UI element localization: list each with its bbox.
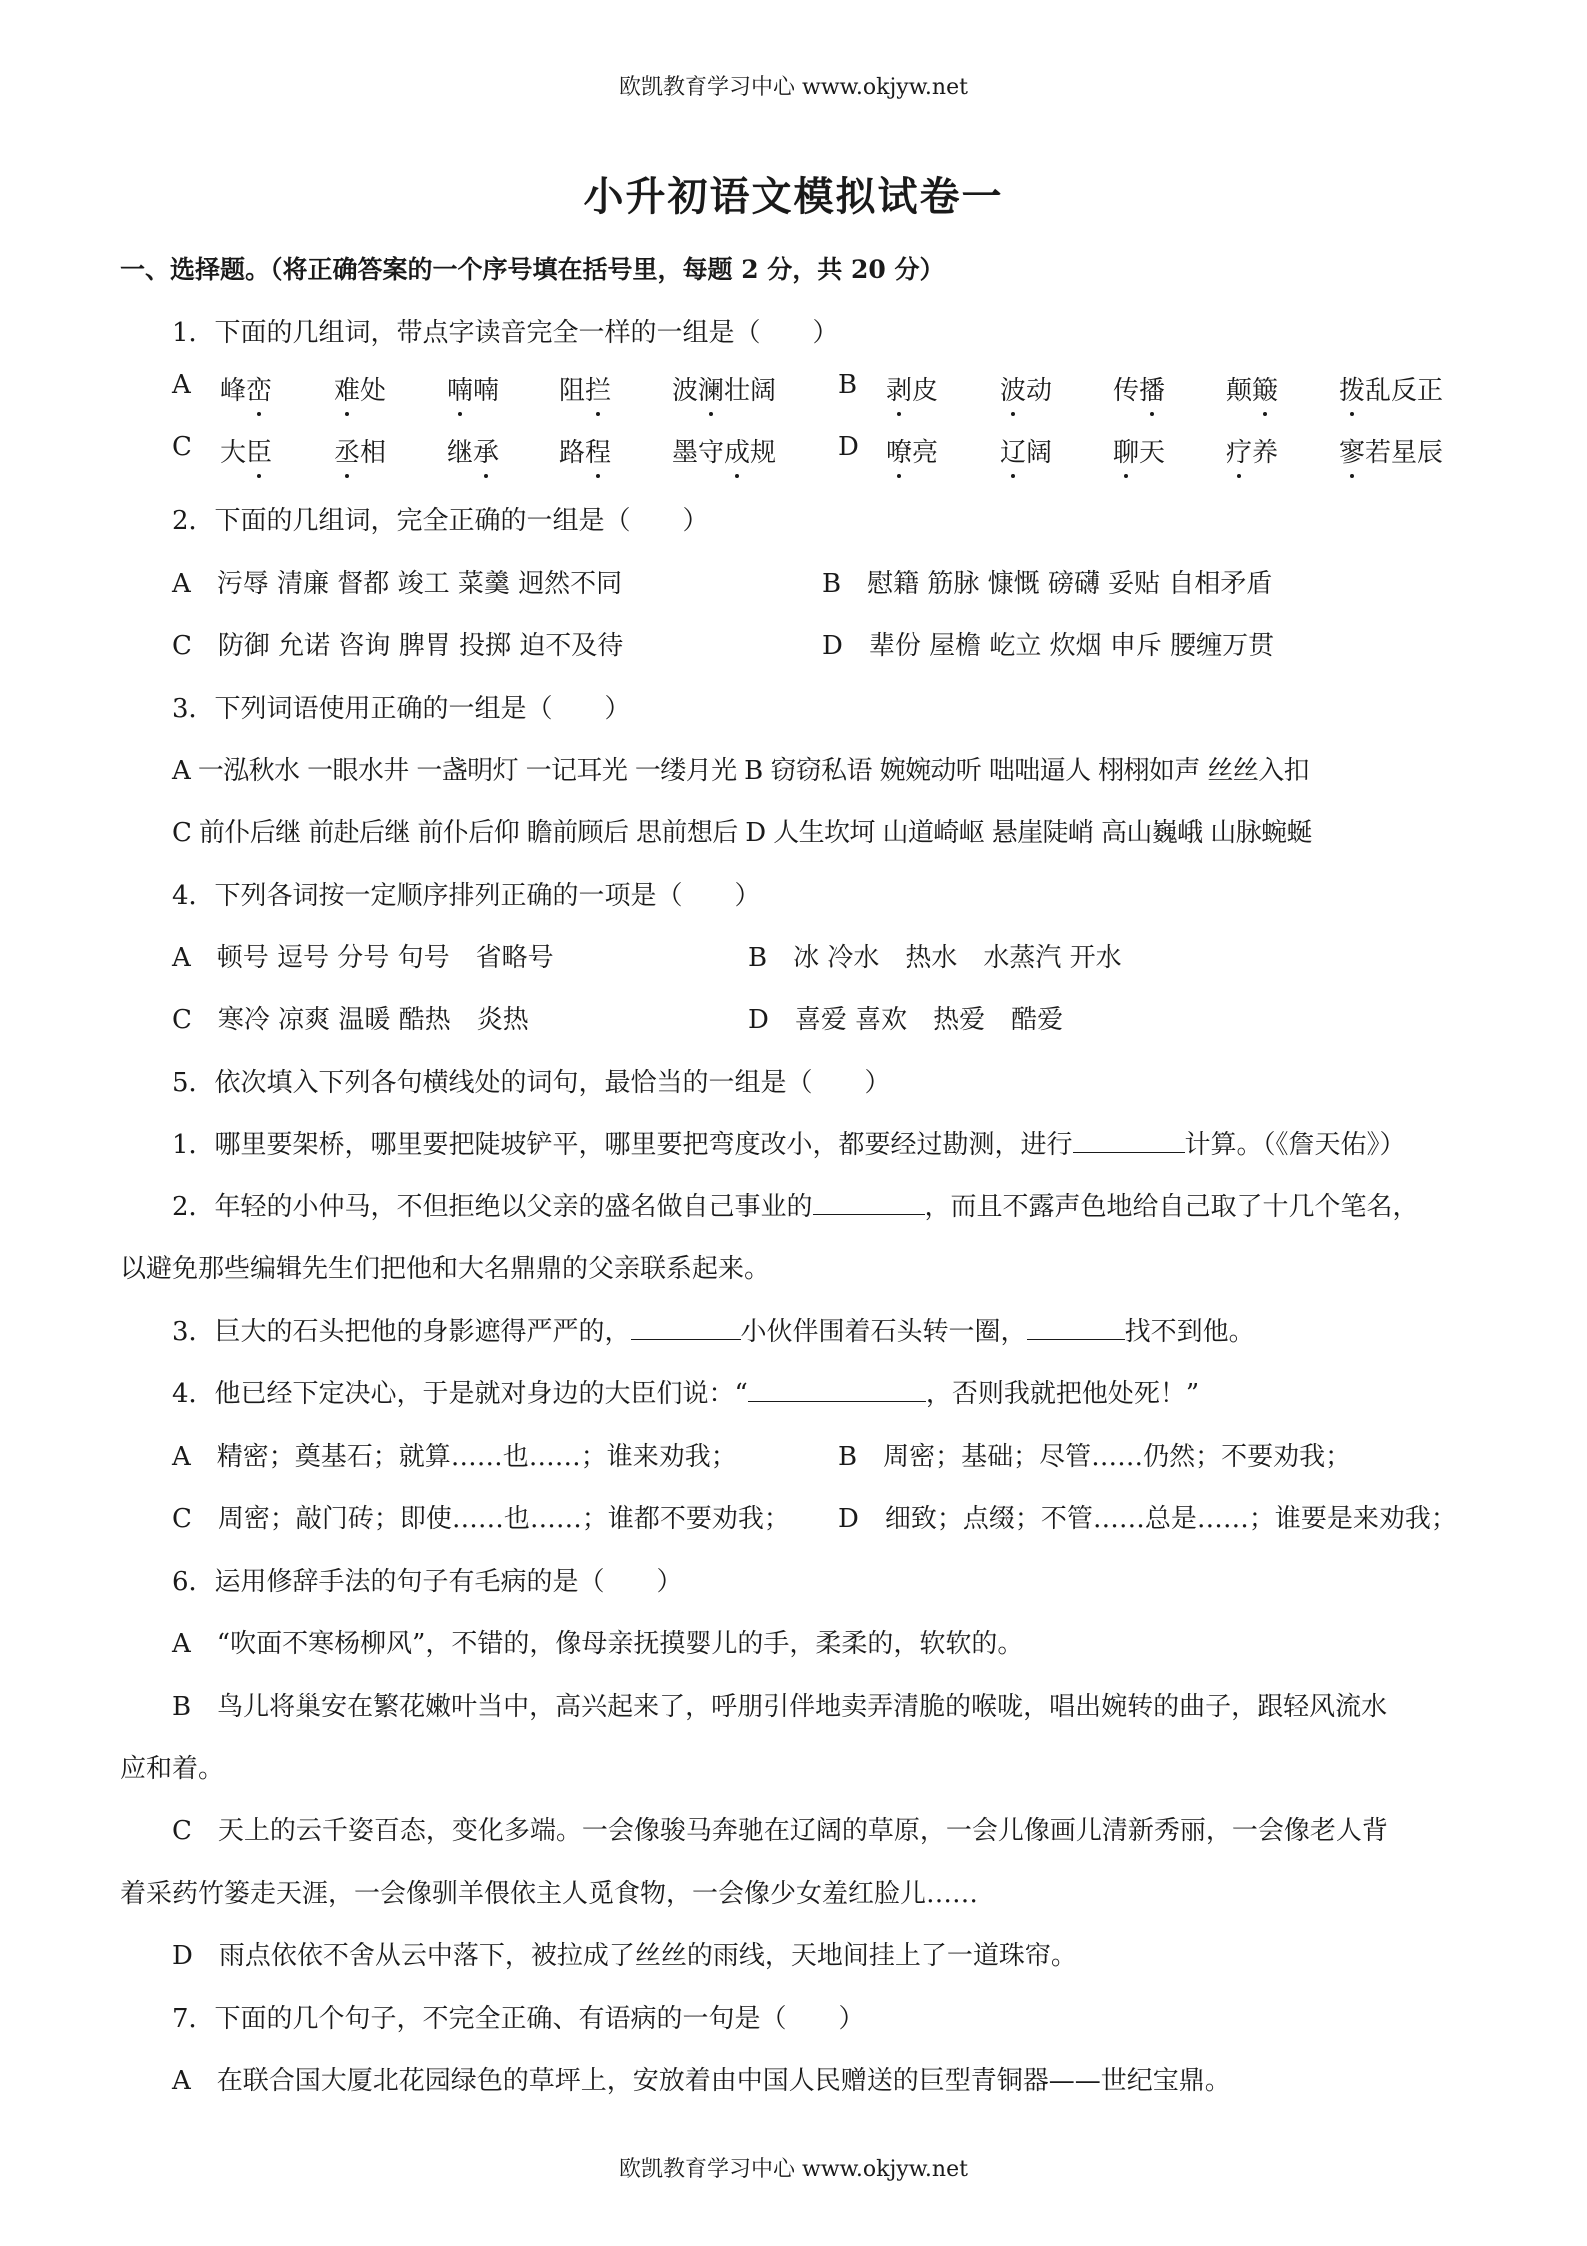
option-a: A 顿号 逗号 分号 句号 省略号 <box>172 943 554 973</box>
fill-blank <box>1027 1317 1125 1340</box>
sentence-text: 找不到他。 <box>1124 1317 1255 1347</box>
sentence-text: 2．年轻的小仲马，不但拒绝以父亲的盛名做自己事业的 <box>172 1192 813 1222</box>
word: 大臣 <box>220 438 273 468</box>
option-b-cont: 应和着。 <box>120 1754 225 1784</box>
option-c: C 天上的云千姿百态，变化多端。一会像骏马奔驰在辽阔的草原，一会儿像画儿清新秀丽，一会像老人背 <box>172 1816 1388 1846</box>
option-a: A 在联合国大厦北花园绿色的草坪上，安放着由中国人民赠送的巨型青铜器——世纪宝鼎。 <box>172 2066 1231 2096</box>
sentence-text: 3．巨大的石头把他的身影遮得严严的， <box>172 1317 631 1347</box>
option-c-cont: 着采药竹篓走天涯，一会像驯羊偎依主人觅食物，一会像少女羞红脸儿…… <box>120 1879 979 1909</box>
option-a: A “吹面不寒杨柳风”，不错的，像母亲抚摸婴儿的手，柔柔的，软软的。 <box>172 1629 1024 1659</box>
section-heading: 一、选择题。（将正确答案的一个序号填在括号里，每题 2 分，共 20 分） <box>120 255 945 284</box>
option-c: C 寒冷 凉爽 温暖 酷热 炎热 <box>172 1005 529 1035</box>
fill-blank <box>748 1379 926 1402</box>
question-5-sentence-1 <box>172 1124 1406 1161</box>
sentence-text: ，否则我就把他处死！” <box>925 1379 1200 1409</box>
exam-title: 小升初语文模拟试卷一 <box>583 173 1004 220</box>
question-7-stem: 7．下面的几个句子，不完全正确、有语病的一句是（ ） <box>172 2004 865 2034</box>
word: 嘹亮 <box>886 438 939 468</box>
word: 寥若星辰 <box>1339 438 1444 468</box>
word: 路程 <box>559 438 612 468</box>
option-letter: C <box>172 432 192 462</box>
option-letter: A <box>172 370 191 400</box>
fill-blank <box>813 1192 925 1215</box>
word: 峰峦 <box>220 376 273 406</box>
option-b: B 冰 冷水 热水 水蒸汽 开水 <box>748 943 1122 973</box>
word: 颠簸 <box>1226 376 1279 406</box>
word: 拨乱反正 <box>1339 376 1444 406</box>
question-5-sentence-2 <box>172 1186 1419 1223</box>
page-footer: 欧凯教育学习中心 www.okjyw.net <box>619 2157 968 2182</box>
word: 剥皮 <box>886 376 939 406</box>
option-c: C 防御 允诺 咨询 脾胃 投掷 迫不及待 <box>172 631 624 661</box>
question-5-sentence-4 <box>172 1373 1199 1410</box>
question-5-stem: 5．依次填入下列各句横线处的词句，最恰当的一组是（ ） <box>172 1068 891 1098</box>
question-5-sentence-2-cont: 以避免那些编辑先生们把他和大名鼎鼎的父亲联系起来。 <box>120 1254 771 1284</box>
question-3-stem: 3．下列词语使用正确的一组是（ ） <box>172 694 631 724</box>
word: 阻拦 <box>559 376 612 406</box>
option-b: B 鸟儿将巢安在繁花嫩叶当中，高兴起来了，呼朋引伴地卖弄清脆的喉咙，唱出婉转的曲子，跟轻风流水 <box>172 1692 1388 1722</box>
option-d: D 雨点依依不舍从云中落下，被拉成了丝丝的雨线，天地间挂上了一道珠帘。 <box>172 1941 1077 1971</box>
option-d: D 辈份 屋檐 屹立 炊烟 申斥 腰缠万贯 <box>822 631 1275 661</box>
emphasis-dot-char: 峦 <box>246 376 273 406</box>
word: 墨守成规 <box>672 438 777 468</box>
word: 聊天 <box>1113 438 1166 468</box>
question-3-line-2: C 前仆后继 前赴后继 前仆后仰 瞻前顾后 思前想后 D 人生坎坷 山道崎岖 悬崖陡峭 高山巍峨 山脉蜿蜒 <box>172 818 1312 848</box>
question-5-sentence-3 <box>172 1311 1255 1348</box>
option-d: D 喜爱 喜欢 热爱 酷爱 <box>748 1005 1064 1035</box>
sentence-text: 小伙伴围着石头转一圈， <box>740 1317 1027 1347</box>
option-d: D 细致；点缀；不管……总是……；谁要是来劝我； <box>838 1504 1457 1534</box>
question-2-stem: 2．下面的几组词，完全正确的一组是（ ） <box>172 506 709 536</box>
word: 难处 <box>334 376 387 406</box>
option-a: A 污辱 清廉 督都 竣工 菜羹 迥然不同 <box>172 569 623 599</box>
word: 波澜壮阔 <box>672 376 777 406</box>
option-letter: B <box>838 370 858 400</box>
option-a: A 精密；奠基石；就算……也……；谁来劝我； <box>172 1442 737 1472</box>
option-b: B 周密；基础；尽管……仍然；不要劝我； <box>838 1442 1352 1472</box>
question-3-line-1: A 一泓秋水 一眼水井 一盏明灯 一记耳光 一缕月光 B 窃窃私语 婉婉动听 咄咄逼人 栩栩如声 丝丝入扣 <box>172 756 1309 786</box>
sentence-text: 4．他已经下定决心，于是就对身边的大臣们说：“ <box>172 1379 748 1409</box>
sentence-text: 1．哪里要架桥，哪里要把陡坡铲平，哪里要把弯度改小，都要经过勘测，进行 <box>172 1130 1073 1160</box>
page-header: 欧凯教育学习中心 www.okjyw.net <box>619 75 968 100</box>
fill-blank <box>1073 1130 1185 1153</box>
question-1-stem: 1．下面的几组词，带点字读音完全一样的一组是（ ） <box>172 318 839 348</box>
word: 继承 <box>447 438 500 468</box>
word: 波动 <box>1000 376 1053 406</box>
word: 辽阔 <box>1000 438 1053 468</box>
word: 喃喃 <box>447 376 500 406</box>
fill-blank <box>631 1317 741 1340</box>
sentence-text: 计算。（《詹天佑》） <box>1184 1130 1406 1160</box>
option-b: B 慰籍 筋脉 慷慨 磅礴 妥贴 自相矛盾 <box>822 569 1273 599</box>
option-letter: D <box>838 432 859 462</box>
sentence-text: ，而且不露声色地给自己取了十几个笔名， <box>924 1192 1419 1222</box>
option-c: C 周密；敲门砖；即使……也……；谁都不要劝我； <box>172 1504 790 1534</box>
question-4-stem: 4．下列各词按一定顺序排列正确的一项是（ ） <box>172 881 761 911</box>
word: 传播 <box>1113 376 1166 406</box>
word: 丞相 <box>334 438 387 468</box>
word: 疗养 <box>1226 438 1279 468</box>
question-6-stem: 6．运用修辞手法的句子有毛病的是（ ） <box>172 1567 683 1597</box>
